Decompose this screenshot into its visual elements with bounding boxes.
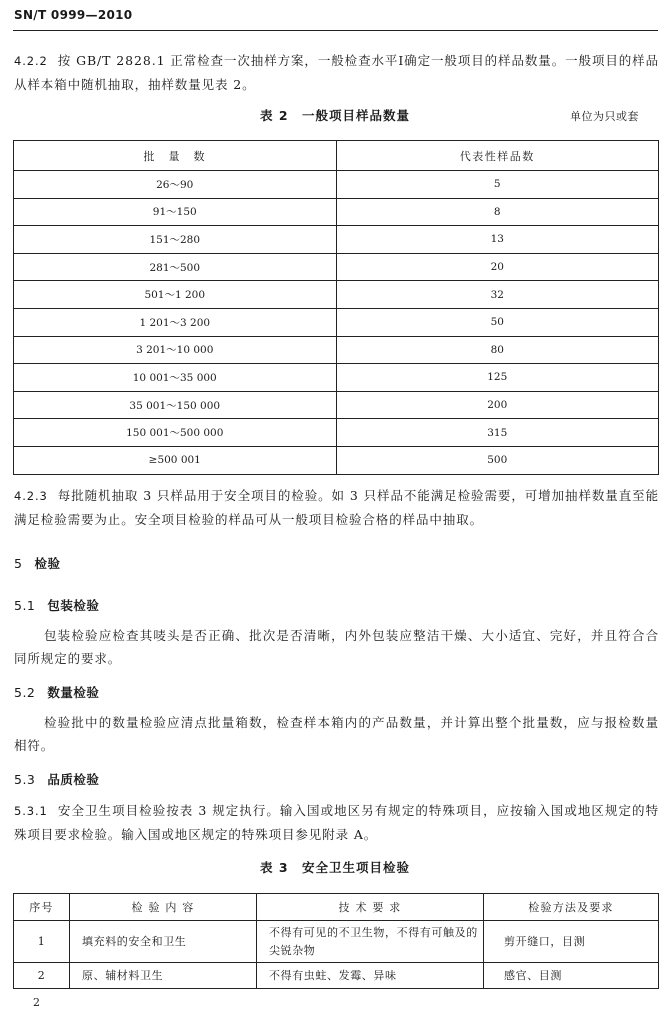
- table-row: [14, 171, 659, 199]
- section-title: 数量检验: [47, 685, 100, 700]
- table-cell: 2: [14, 963, 70, 989]
- sample-count-cell: 13: [336, 226, 659, 254]
- header-divider: [13, 30, 658, 31]
- table-row: [14, 253, 659, 281]
- paragraph-number: 4.2.3: [14, 489, 48, 503]
- paragraph-text: 按 GB/T 2828.1 正常检查一次抽样方案，一般检查水平Ⅰ确定一般项目的样品数量。一般项目的样品从样本箱中随机抽取，抽样数量见表 2。: [14, 53, 659, 92]
- table-cell: 填充料的安全和卫生: [70, 921, 257, 963]
- batch-size-cell: 91～150: [14, 198, 337, 226]
- section-5-1-text: 包装检验应检查其唛头是否正确、批次是否清晰，内外包装应整洁干燥、大小适宜、完好，并且符合合同所规定的要求。: [14, 628, 659, 666]
- sample-count-cell: 80: [336, 336, 659, 364]
- paragraph-text: 每批随机抽取 3 只样品用于安全项目的检验。如 3 只样品不能满足检验需要，可增加抽样数量直至能满足检验需要为止。安全项目检验的样品可从一般项目检验合格的样品中抽取。: [14, 488, 659, 527]
- sample-count-cell: 20: [336, 253, 659, 281]
- sample-count-cell: 500: [336, 446, 659, 474]
- section-number: 5.1: [14, 598, 36, 613]
- table3-caption: 表 3 安全卫生项目检验: [259, 860, 411, 875]
- section-title: 包装检验: [47, 598, 100, 613]
- table-cell: 不得有虫蛀、发霉、异味: [257, 963, 484, 989]
- table-row: [14, 446, 659, 474]
- column-header-content: 检 验 内 容: [70, 894, 257, 921]
- paragraph-4-2-3: [14, 484, 659, 531]
- table2-unit: 单位为只或套: [570, 110, 639, 123]
- batch-size-cell: 35 001～150 000: [14, 391, 337, 419]
- table-row: [14, 963, 659, 989]
- sample-count-cell: 8: [336, 198, 659, 226]
- section-title: 检验: [34, 556, 61, 571]
- batch-size-cell: 26～90: [14, 171, 337, 199]
- table-row: [14, 921, 659, 963]
- table-row: [14, 198, 659, 226]
- sample-count-cell: 50: [336, 308, 659, 336]
- table2: [13, 140, 659, 475]
- batch-size-cell: 10 001～35 000: [14, 364, 337, 392]
- batch-size-cell: ≥500 001: [14, 446, 337, 474]
- column-header-requirement: 技 术 要 求: [257, 894, 484, 921]
- sample-count-cell: 32: [336, 281, 659, 309]
- paragraph-4-2-2: [14, 49, 659, 96]
- section-title: 品质检验: [47, 772, 100, 787]
- batch-size-cell: 151～280: [14, 226, 337, 254]
- table-cell: 不得有可见的不卫生物，不得有可触及的尖锐杂物: [257, 921, 484, 963]
- table-row: [14, 226, 659, 254]
- table-row: [14, 391, 659, 419]
- table-cell: 剪开缝口，目测: [484, 921, 659, 963]
- table-header-row: [14, 894, 659, 921]
- sample-count-cell: 315: [336, 419, 659, 447]
- column-header-index: 序号: [14, 894, 70, 921]
- column-header-batch: 批 量 数: [14, 141, 337, 171]
- batch-size-cell: 150 001～500 000: [14, 419, 337, 447]
- table-cell: 1: [14, 921, 70, 963]
- section-number: 5: [14, 556, 23, 571]
- column-header-method: 检验方法及要求: [484, 894, 659, 921]
- table-cell: 原、辅材料卫生: [70, 963, 257, 989]
- paragraph-text: 安全卫生项目检验按表 3 规定执行。输入国或地区另有规定的特殊项目，应按输入国或地区规定的特殊项目要求检验。输入国或地区规定的特殊项目参见附录 A。: [14, 803, 659, 842]
- table-row: [14, 364, 659, 392]
- table-cell: 感官、目测: [484, 963, 659, 989]
- section-number: 5.3: [14, 772, 36, 787]
- paragraph-5-3-1: [14, 799, 659, 846]
- section-5-2-heading: [14, 683, 99, 701]
- table-row: [14, 419, 659, 447]
- batch-size-cell: 281～500: [14, 253, 337, 281]
- section-5-2-text: 检验批中的数量检验应清点批量箱数，检查样本箱内的产品数量，并计算出整个批量数，应与报检数量相符。: [14, 715, 659, 753]
- table-row: [14, 308, 659, 336]
- paragraph-number: 4.2.2: [14, 54, 48, 68]
- page-number: 2: [33, 996, 40, 1009]
- table-header-row: [14, 141, 659, 171]
- batch-size-cell: 3 201～10 000: [14, 336, 337, 364]
- column-header-samples: 代表性样品数: [336, 141, 659, 171]
- batch-size-cell: 501～1 200: [14, 281, 337, 309]
- paragraph-number: 5.3.1: [14, 804, 48, 818]
- section-5-1-heading: [14, 596, 99, 614]
- table-row: [14, 336, 659, 364]
- table-row: [14, 281, 659, 309]
- sample-count-cell: 125: [336, 364, 659, 392]
- section-5-3-heading: [14, 770, 99, 788]
- batch-size-cell: 1 201～3 200: [14, 308, 337, 336]
- table2-caption: 表 2 一般项目样品数量: [259, 108, 411, 123]
- sample-count-cell: 5: [336, 171, 659, 199]
- section-number: 5.2: [14, 685, 36, 700]
- standard-code: SN/T 0999—2010: [14, 8, 133, 22]
- sample-count-cell: 200: [336, 391, 659, 419]
- section-5-heading: [14, 554, 60, 572]
- table3: [13, 893, 659, 989]
